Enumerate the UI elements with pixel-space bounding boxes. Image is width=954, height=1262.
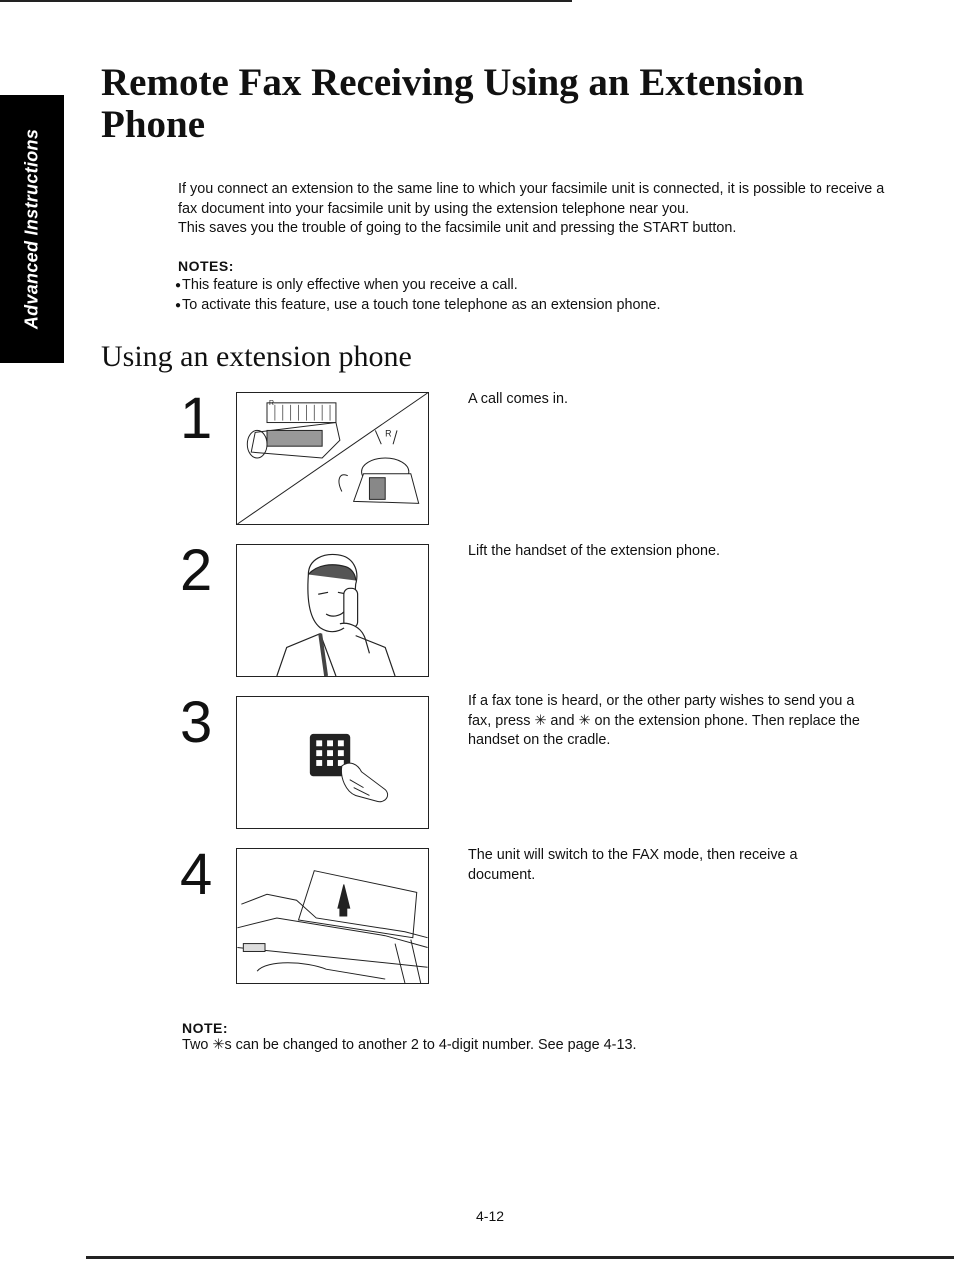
intro-paragraph: If you connect an extension to the same line to which your facsimile unit is connected, it is possible to receive a fax document into your facsimile unit by using the extension telephone near you. xyxy=(178,181,885,217)
fax-receiving-document-icon xyxy=(237,849,428,983)
page-number: 4-12 xyxy=(476,1208,505,1224)
man-on-phone-icon xyxy=(237,545,428,676)
intro xyxy=(178,180,898,239)
step-text: The unit will switch to the FAX mode, then receive a document. xyxy=(468,847,798,883)
step-number: 4 xyxy=(180,842,213,907)
step-number: 2 xyxy=(180,538,213,603)
keypad-press-icon xyxy=(237,697,428,828)
step-2-illustration xyxy=(236,544,429,677)
step-1-illustration xyxy=(236,392,429,525)
step-text: Lift the handset of the extension phone. xyxy=(468,543,721,559)
step-number: 1 xyxy=(180,386,213,451)
step-number: 3 xyxy=(180,690,213,755)
top-rule xyxy=(0,0,572,2)
step-4-illustration xyxy=(236,848,429,984)
bottom-rule xyxy=(86,1256,954,1259)
intro-paragraph: This saves you the trouble of going to the facsimile unit and pressing the START button. xyxy=(178,220,737,236)
ring-letter: R xyxy=(268,399,274,407)
step-text: If a fax tone is heard, or the other party wishes to send you a fax, press ✳ and ✳ on the extension phone. Then replace the handset on the cradle. xyxy=(468,693,860,748)
note-text: Two ✳s can be changed to another 2 to 4-digit number. See page 4-13. xyxy=(182,1037,637,1053)
bullet-icon: ● xyxy=(175,299,182,311)
notes-item: ●This feature is only effective when you receive a call. xyxy=(175,277,518,293)
page-title: Remote Fax Receiving Using an Extension Phone xyxy=(101,61,805,146)
notes-list xyxy=(175,276,875,315)
side-tab-label: Advanced Instructions xyxy=(21,128,42,330)
note-title: NOTE: xyxy=(182,1020,229,1036)
fax-phone-ringing-icon xyxy=(237,393,428,524)
notes-title: NOTES: xyxy=(178,258,234,274)
ring-letter: R xyxy=(385,428,392,439)
notes-item: ●To activate this feature, use a touch tone telephone as an extension phone. xyxy=(175,296,661,313)
step-text: A call comes in. xyxy=(468,391,568,407)
section-title: Using an extension phone xyxy=(101,340,412,373)
step-3-illustration xyxy=(236,696,429,829)
side-tab xyxy=(0,95,64,363)
bullet-icon: ● xyxy=(175,280,182,291)
